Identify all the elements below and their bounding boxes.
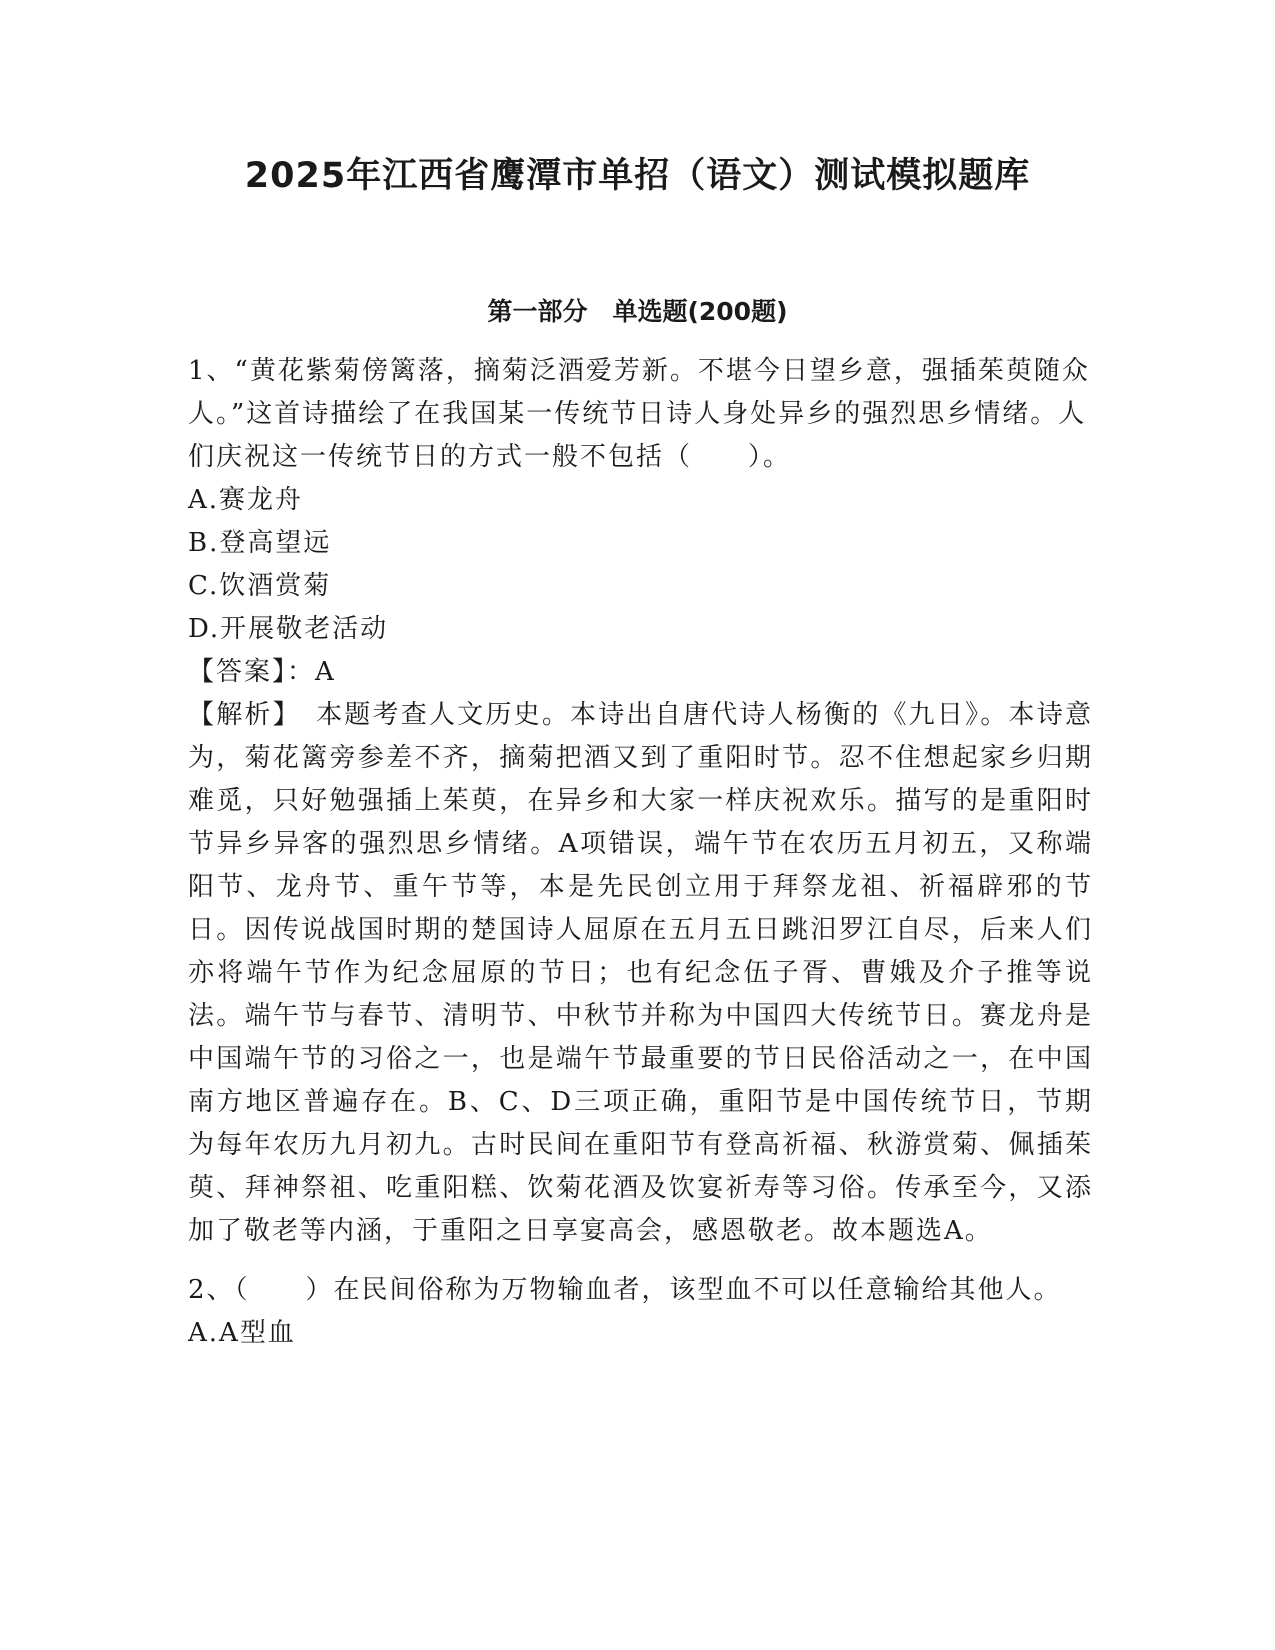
question-list bbox=[188, 350, 1093, 1363]
answer-line: 【答案】：A bbox=[188, 657, 336, 687]
option-a: A.赛龙舟 bbox=[188, 485, 304, 515]
section-title: 第一部分 单选题(200题) bbox=[487, 297, 788, 326]
option-b: B.登高望远 bbox=[188, 528, 332, 558]
document-title: 2025年江西省鹰潭市单招（语文）测试模拟题库 bbox=[244, 156, 1031, 196]
question-stem: 2、（ ）在民间俗称为万物输血者，该型血不可以任意输给其他人。 bbox=[188, 1275, 1062, 1305]
question-spacer bbox=[188, 1261, 1093, 1269]
option-d: D.开展敬老活动 bbox=[188, 614, 389, 644]
analysis-text: 【解析】 本题考查人文历史。本诗出自唐代诗人杨衡的《九日》。本诗意为，菊花篱旁参差不齐，摘菊把酒又到了重阳时节。忍不住想起家乡归期难觅，只好勉强插上茱萸，在异乡和大家一样庆祝欢乐。描写的是重阳时节异乡异客的强烈思乡情绪。A项错误，端午节在农历五月初五，又称端阳节、龙舟节、重午节等，本是先民创立用于拜祭龙祖、祈福辟邪的节日。因传说战国时期的楚国诗人屈原在五月五日跳汨罗江自尽，后来人们亦将端午节作为纪念屈原的节日；也有纪念伍子胥、曹娥及介子推等说法。端午节与春节、清明节、中秋节并称为中国四大传统节日。赛龙舟是中国端午节的习俗之一，也是端午节最重要的节日民俗活动之一，在中国南方地区普遍存在。B、C、D三项正确，重阳节是中国传统节日，节期为每年农历九月初九。古时民间在重阳节有登高祈福、秋游赏菊、佩插茱萸、拜神祭祖、吃重阳糕、饮菊花酒及饮宴祈寿等习俗。传承至今，又添加了敬老等内涵，于重阳之日享宴高会，感恩敬老。故本题选A。 bbox=[188, 700, 1093, 1246]
option-c: C.饮酒赏菊 bbox=[188, 571, 332, 601]
question-1 bbox=[188, 350, 1093, 1253]
question-2 bbox=[188, 1269, 1093, 1355]
option-a: A.A型血 bbox=[188, 1318, 296, 1348]
question-stem: 1、“黄花紫菊傍篱落，摘菊泛酒爱芳新。不堪今日望乡意，强插茱萸随众人。”这首诗描绘了在我国某一传统节日诗人身处异乡的强烈思乡情绪。人们庆祝这一传统节日的方式一般不包括（ ）。 bbox=[188, 356, 1090, 472]
